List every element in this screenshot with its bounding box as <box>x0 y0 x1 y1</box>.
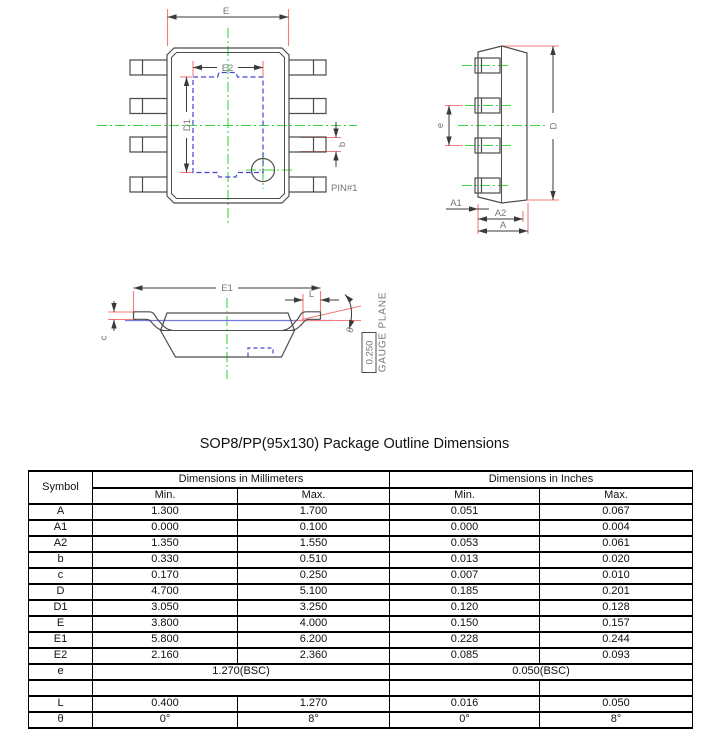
symbol-cell: θ <box>29 712 93 728</box>
value-cell: 0.100 <box>238 520 390 536</box>
value-cell: 0.185 <box>390 584 540 600</box>
dim-label-c: c <box>98 335 110 341</box>
top-view-dimensions <box>168 17 337 173</box>
table-row-bsc <box>29 664 693 680</box>
table-row <box>29 520 693 536</box>
header-mm-max: Max. <box>238 488 390 504</box>
empty-cell <box>540 680 693 696</box>
page-title: SOP8/PP(95x130) Package Outline Dimensions <box>199 436 510 452</box>
table-row <box>29 616 693 632</box>
dim-label-theta: θ <box>344 325 357 335</box>
value-cell: 5.100 <box>238 584 390 600</box>
dim-label-e: E <box>222 6 230 17</box>
table-row <box>29 536 693 552</box>
value-cell: 0.085 <box>390 648 540 664</box>
value-cell: 0.510 <box>238 552 390 568</box>
top-view-centerlines <box>97 28 357 224</box>
value-cell: 0° <box>93 712 238 728</box>
value-cell: 0.004 <box>540 520 693 536</box>
front-view-drawing <box>99 283 389 379</box>
table-row <box>29 584 693 600</box>
value-cell: 0.053 <box>390 536 540 552</box>
symbol-cell: D <box>29 584 93 600</box>
value-cell: 1.300 <box>93 504 238 520</box>
value-cell: 0.150 <box>390 616 540 632</box>
header-mm: Dimensions in Millimeters <box>93 471 390 488</box>
value-cell: 8° <box>238 712 390 728</box>
value-cell: 0.020 <box>540 552 693 568</box>
value-cell: 0.157 <box>540 616 693 632</box>
front-view-extension-lines <box>108 291 361 321</box>
value-cell: 0.128 <box>540 600 693 616</box>
value-cell: 6.200 <box>238 632 390 648</box>
symbol-cell: E2 <box>29 648 93 664</box>
value-cell: 0° <box>390 712 540 728</box>
value-cell: 0.120 <box>390 600 540 616</box>
value-cell: 2.160 <box>93 648 238 664</box>
gauge-value-text: 0.250 <box>364 340 376 365</box>
table-header-row <box>29 471 693 488</box>
symbol-cell: c <box>29 568 93 584</box>
front-view-labels <box>99 283 389 372</box>
symbol-cell: E <box>29 616 93 632</box>
dim-label-d1: D1 <box>182 118 193 132</box>
symbol-cell: L <box>29 696 93 712</box>
value-cell: 0.244 <box>540 632 693 648</box>
top-view-labels <box>182 6 357 194</box>
dim-label-a1: A1 <box>450 198 462 209</box>
header-symbol: Symbol <box>29 471 93 504</box>
side-view-drawing <box>435 46 560 234</box>
side-view-body <box>475 46 527 203</box>
bsc-inch-cell: 0.050(BSC) <box>390 664 693 680</box>
symbol-cell: b <box>29 552 93 568</box>
value-cell: 4.000 <box>238 616 390 632</box>
header-mm-min: Min. <box>93 488 238 504</box>
symbol-cell: E1 <box>29 632 93 648</box>
value-cell: 1.350 <box>93 536 238 552</box>
pin1-label: PIN#1 <box>331 183 358 194</box>
value-cell: 0.170 <box>93 568 238 584</box>
value-cell: 5.800 <box>93 632 238 648</box>
table-row <box>29 696 693 712</box>
value-cell: 0.061 <box>540 536 693 552</box>
symbol-cell: A2 <box>29 536 93 552</box>
dim-label-e1: E1 <box>221 283 233 294</box>
table-row <box>29 552 693 568</box>
table-row-empty <box>29 680 693 696</box>
table-row <box>29 712 693 728</box>
value-cell: 0.067 <box>540 504 693 520</box>
table-subheader-row <box>29 488 693 504</box>
empty-cell <box>29 680 93 696</box>
value-cell: 1.700 <box>238 504 390 520</box>
value-cell: 0.093 <box>540 648 693 664</box>
empty-cell <box>390 680 540 696</box>
table-row <box>29 648 693 664</box>
value-cell: 0.050 <box>540 696 693 712</box>
value-cell: 0.330 <box>93 552 238 568</box>
value-cell: 3.800 <box>93 616 238 632</box>
value-cell: 0.007 <box>390 568 540 584</box>
dimensions-table <box>28 470 693 729</box>
value-cell: 0.201 <box>540 584 693 600</box>
table-row <box>29 600 693 616</box>
value-cell: 0.228 <box>390 632 540 648</box>
value-cell: 1.270 <box>238 696 390 712</box>
value-cell: 0.016 <box>390 696 540 712</box>
front-view-pad-dashed <box>248 348 273 357</box>
bsc-mm-cell: 1.270(BSC) <box>93 664 390 680</box>
dim-label-pitch-e: e <box>435 122 446 129</box>
table-row <box>29 632 693 648</box>
empty-cell <box>93 680 390 696</box>
value-cell: 0.000 <box>390 520 540 536</box>
value-cell: 3.250 <box>238 600 390 616</box>
table-row <box>29 568 693 584</box>
header-inch: Dimensions in Inches <box>390 471 693 488</box>
value-cell: 0.250 <box>238 568 390 584</box>
dim-label-a: A <box>499 220 507 231</box>
value-cell: 0.010 <box>540 568 693 584</box>
symbol-cell: D1 <box>29 600 93 616</box>
gauge-plane-text: GAUGE PLANE <box>377 291 389 373</box>
dim-label-b: b <box>337 141 348 148</box>
top-view-drawing <box>97 6 357 224</box>
header-in-min: Min. <box>390 488 540 504</box>
symbol-cell: A1 <box>29 520 93 536</box>
value-cell: 3.050 <box>93 600 238 616</box>
symbol-cell: e <box>29 664 93 680</box>
value-cell: 1.550 <box>238 536 390 552</box>
symbol-cell: A <box>29 504 93 520</box>
dim-label-e2: E2 <box>221 63 234 74</box>
value-cell: 8° <box>540 712 693 728</box>
value-cell: 4.700 <box>93 584 238 600</box>
header-in-max: Max. <box>540 488 693 504</box>
value-cell: 0.051 <box>390 504 540 520</box>
value-cell: 2.360 <box>238 648 390 664</box>
value-cell: 0.400 <box>93 696 238 712</box>
side-view-labels <box>435 122 560 231</box>
dim-label-a2: A2 <box>494 208 507 219</box>
value-cell: 0.013 <box>390 552 540 568</box>
dim-label-l: L <box>308 289 315 300</box>
front-view-dimensions <box>114 288 352 331</box>
value-cell: 0.000 <box>93 520 238 536</box>
table-row <box>29 504 693 520</box>
dim-label-d: D <box>548 122 560 130</box>
